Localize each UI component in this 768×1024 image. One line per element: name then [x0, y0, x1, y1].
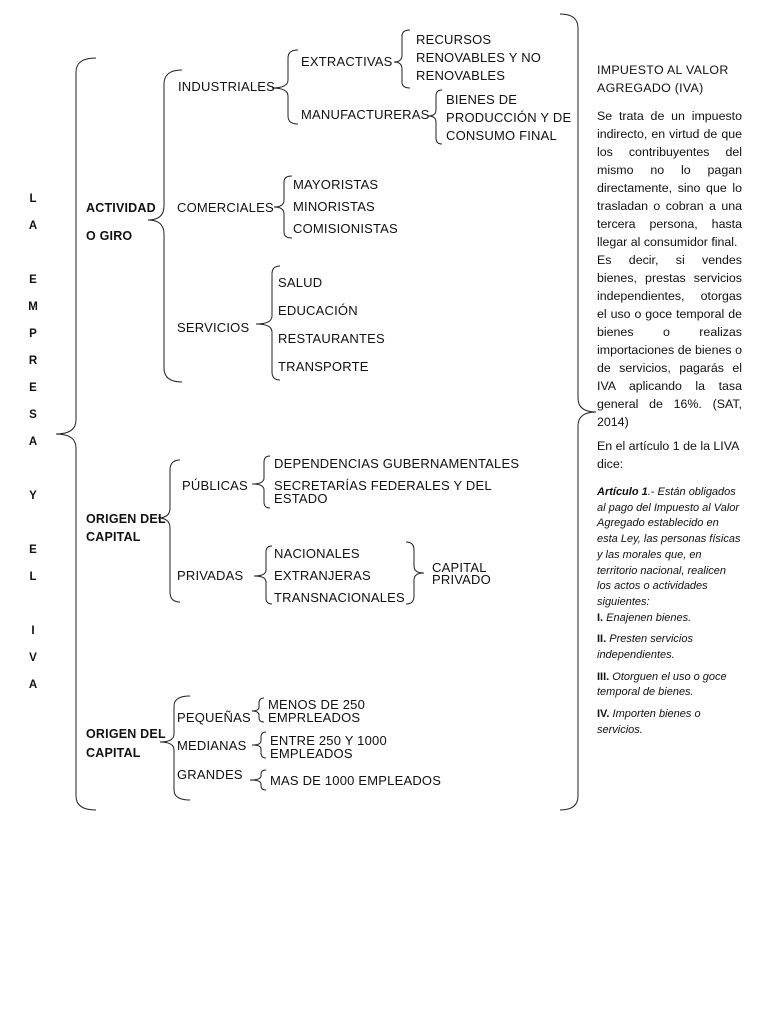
industriales-label: INDUSTRIALES	[178, 79, 276, 94]
capital-privado-line-2: PRIVADO	[432, 572, 491, 587]
grandes-desc: MAS DE 1000 EMPLEADOS	[270, 773, 442, 788]
extractivas-label: EXTRACTIVAS	[301, 54, 393, 69]
tamano-label-2: CAPITAL	[86, 746, 141, 760]
pequenas-desc: MENOS DE 250	[268, 697, 366, 712]
privadas-brace	[254, 546, 272, 604]
origen-label-1: ORIGEN DEL	[86, 512, 166, 526]
iva-paragraph-3: En el artículo 1 de la LIVA dice:	[597, 439, 739, 471]
title-letter: L	[29, 571, 37, 583]
recursos-line-1: RECURSOS	[416, 32, 492, 47]
article-item	[597, 611, 742, 627]
grandes-brace	[250, 770, 266, 790]
bienes-line-2: PRODUCCIÓN Y DE	[446, 110, 572, 125]
comerciales-item: COMISIONISTAS	[293, 221, 398, 236]
privadas-item: TRANSNACIONALES	[274, 590, 405, 605]
servicios-label: SERVICIOS	[177, 320, 250, 335]
article-item-num: II.	[597, 633, 607, 646]
actividad-label-1: ACTIVIDAD	[86, 201, 156, 215]
capital-privado-brace	[406, 542, 424, 604]
industriales-brace	[272, 50, 298, 124]
article-item-text: Otorguen el uso o goce temporal de bienes.	[597, 670, 727, 699]
title-letter: E	[29, 382, 37, 394]
capital-privado-line-1: CAPITAL	[432, 560, 487, 575]
iva-panel	[597, 61, 742, 739]
servicios-item: RESTAURANTES	[278, 331, 385, 346]
recursos-line-3: RENOVABLES	[416, 68, 506, 83]
iva-title: IMPUESTO AL VALOR AGREGADO (IVA)	[597, 63, 729, 95]
pequenas-brace	[252, 698, 264, 722]
title-letter: E	[29, 544, 37, 556]
privadas-item: EXTRANJERAS	[274, 568, 371, 583]
grandes-label: GRANDES	[177, 767, 243, 782]
article-item-num: I.	[597, 611, 604, 624]
iva-paragraph-2: Es decir, si vendes bienes, prestas servicios independientes, otorgas el uso o goce temporal de bienes o realizas importaciones de bienes o de servicios, pagarás el IVA aplicando la tasa general de 16%. (SAT, 2014)	[597, 253, 742, 429]
right-brace	[560, 14, 596, 810]
title-letter: A	[28, 679, 38, 691]
title-letter: M	[28, 301, 38, 313]
origen-label-2: CAPITAL	[86, 530, 141, 544]
medianas-desc: EMPLEADOS	[270, 746, 353, 761]
article-title: Artículo 1	[597, 486, 648, 498]
publicas-brace	[252, 456, 270, 508]
extractivas-brace	[394, 30, 410, 88]
title-letter: S	[29, 409, 37, 421]
vertical-title	[28, 192, 38, 705]
medianas-brace	[252, 732, 266, 758]
recursos-line-2: RENOVABLES Y NO	[416, 50, 542, 65]
title-letter: L	[29, 193, 37, 205]
title-letter: P	[29, 328, 37, 340]
medianas-desc: ENTRE 250 Y 1000	[270, 733, 387, 748]
article-item-text: Presten servicios independientes.	[597, 633, 693, 662]
article-item	[597, 707, 742, 738]
publicas-item: DEPENDENCIAS GUBERNAMENTALES	[274, 456, 520, 471]
title-letter: Y	[29, 490, 37, 502]
servicios-item: TRANSPORTE	[278, 359, 369, 374]
comerciales-item: MAYORISTAS	[293, 177, 379, 192]
manufactureras-brace	[428, 90, 442, 144]
article-text	[597, 485, 742, 611]
title-letter: V	[29, 652, 37, 664]
title-letter: I	[31, 625, 35, 637]
medianas-label: MEDIANAS	[177, 738, 247, 753]
manufactureras-label: MANUFACTURERAS	[301, 107, 430, 122]
privadas-item: NACIONALES	[274, 546, 360, 561]
actividad-label-2: O GIRO	[86, 229, 133, 243]
article-item-num: III.	[597, 670, 610, 683]
tamano-label-1: ORIGEN DEL	[86, 727, 166, 741]
pequenas-desc: EMPRLEADOS	[268, 710, 361, 725]
article-body: .- Están obligados al pago del Impuesto al Valor Agregado establecido en esta Ley, las personas físicas y las morales que, en territorio nacional, realicen los actos o actividades siguientes:	[597, 486, 741, 608]
servicios-item: EDUCACIÓN	[278, 303, 358, 318]
iva-paragraph-1: Se trata de un impuesto indirecto, en virtud de que los contribuyentes del mismo no lo pagan directamente, sino que lo trasladan o cobran a una tercera persona, hasta llegar al consumidor final.	[597, 109, 742, 249]
bienes-line-3: CONSUMO FINAL	[446, 128, 557, 143]
main-brace	[56, 58, 96, 810]
title-letter: R	[28, 355, 38, 367]
article-item-text: Importen bienes o servicios.	[597, 708, 701, 736]
comerciales-item: MINORISTAS	[293, 199, 375, 214]
publicas-item: ESTADO	[274, 491, 328, 506]
bienes-line-1: BIENES DE	[446, 92, 518, 107]
article-item	[597, 670, 742, 701]
title-letter: A	[28, 436, 38, 448]
pequenas-label: PEQUEÑAS	[177, 710, 251, 725]
comerciales-brace	[274, 176, 292, 238]
publicas-label: PÚBLICAS	[182, 478, 248, 493]
servicios-brace	[256, 266, 280, 380]
article-item-num: IV.	[597, 708, 610, 721]
publicas-item: SECRETARÍAS FEDERALES Y DEL	[274, 478, 492, 493]
article-item	[597, 632, 742, 663]
privadas-label: PRIVADAS	[177, 568, 244, 583]
title-letter: A	[28, 220, 38, 232]
servicios-item: SALUD	[278, 275, 323, 290]
title-letter: E	[29, 274, 37, 286]
comerciales-label: COMERCIALES	[177, 200, 274, 215]
article-item-text: Enajenen bienes.	[603, 611, 692, 624]
